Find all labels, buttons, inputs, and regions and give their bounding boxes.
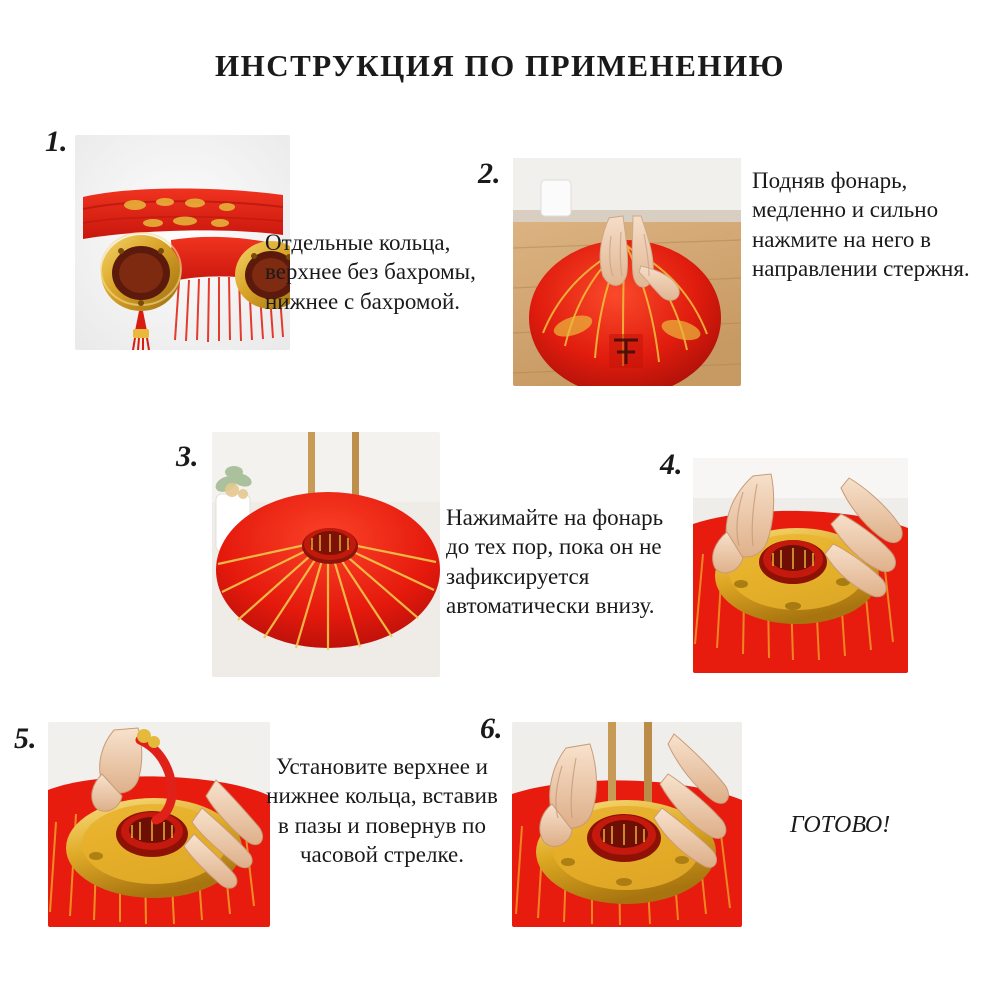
step-3-caption: Нажимайте на фонарь до тех пор, пока он не зафиксируется автоматически внизу. [446,505,664,619]
photo-step-6-finished [512,722,742,927]
step-6-caption: ГОТОВО! [790,812,891,838]
photo-step-2-press-lantern [513,158,741,386]
step-3-number: 3. [176,440,199,473]
step-1-number: 1. [45,125,68,158]
photo-step-5-install-rings [48,722,270,927]
photo-step-4-hands-on-ring [693,458,908,673]
step-5-number: 5. [14,722,37,755]
page-title: ИНСТРУКЦИЯ ПО ПРИМЕНЕНИЮ [214,48,786,83]
photo-step-3-push-down [212,432,440,677]
step-4-number: 4. [660,448,683,481]
step-2-caption: Подняв фонарь, медленно и сильно нажмите на него в направлении стержня. [752,168,970,282]
step-2-number: 2. [478,157,501,190]
photo-step-1-rings [75,135,290,350]
step-6-number: 6. [480,712,503,745]
step-1-caption: Отдельные кольца, верхнее без бахромы, нижнее с бахромой. [265,230,476,314]
step-5-caption: Установите верхнее и нижнее кольца, вставив в пазы и повернув по часовой стрелке. [266,754,498,868]
